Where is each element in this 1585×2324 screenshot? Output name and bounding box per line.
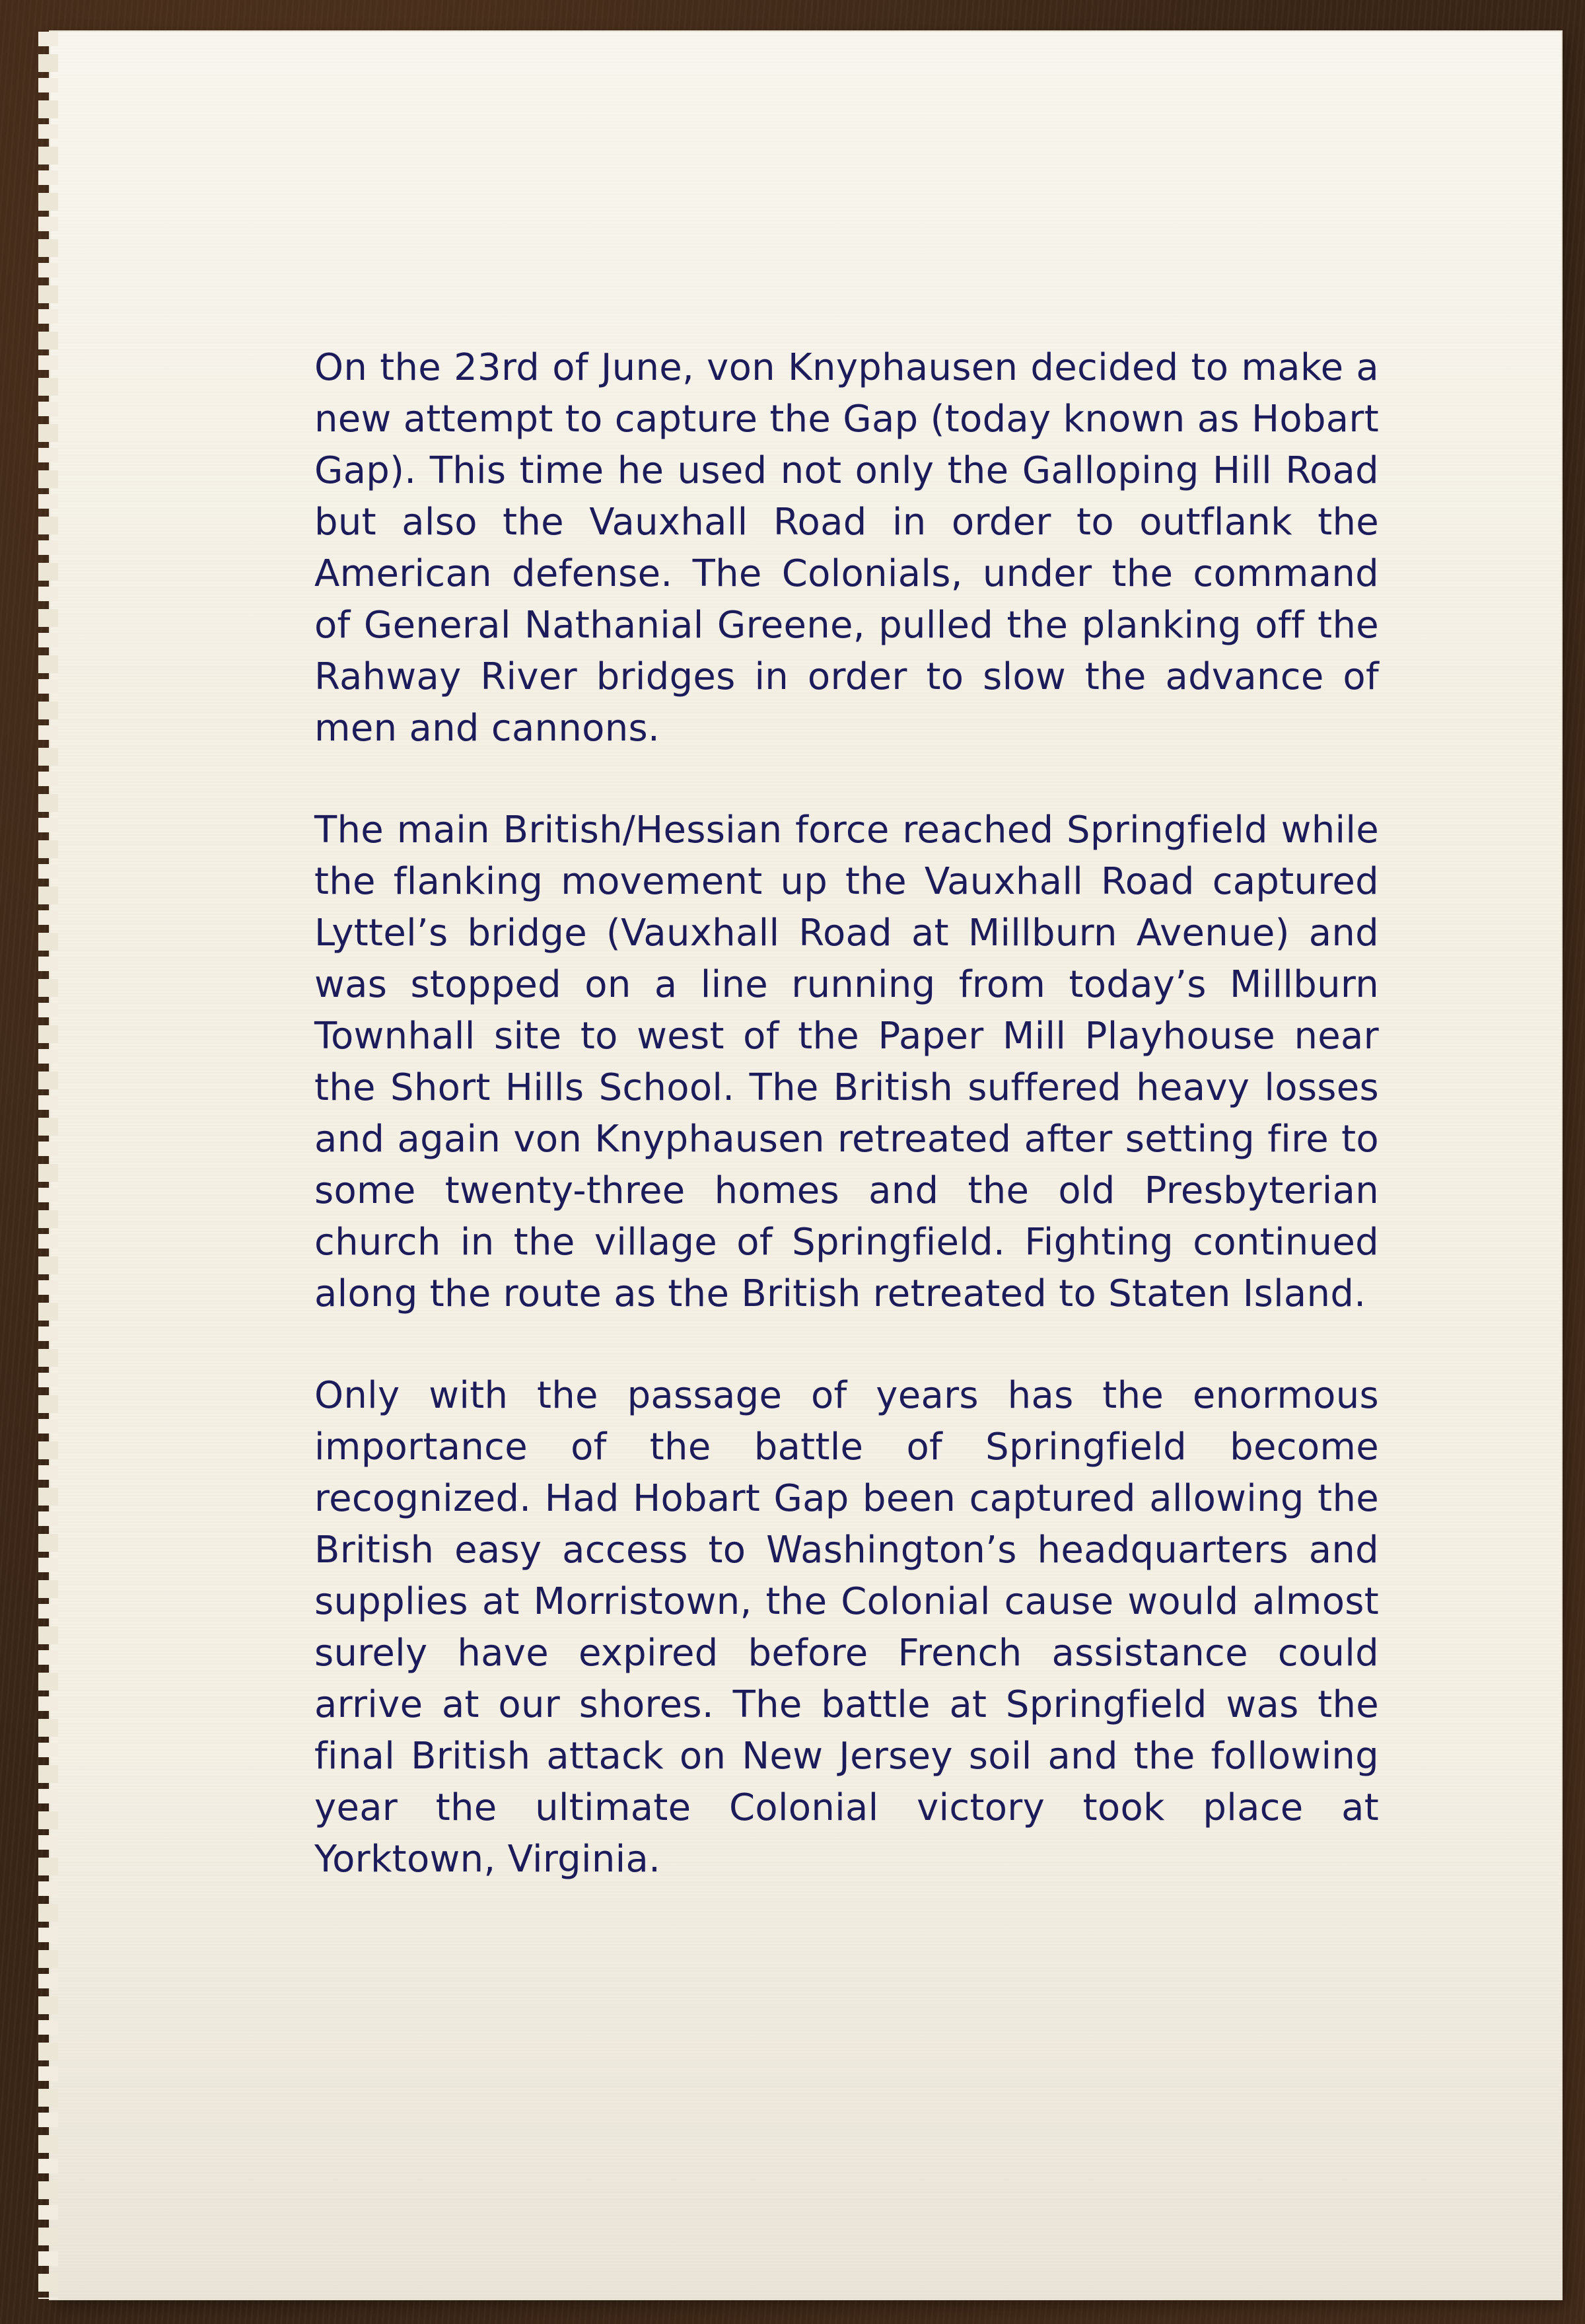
paper-sheet [50, 32, 1561, 2299]
text-block [314, 342, 1379, 1936]
deckled-edge [38, 32, 58, 2299]
paragraph-springfield-battle: The main British/Hessian force reached Springfield while the flanking movement up the Vauxhall Road captured Lyttel’s bridge (Vauxhall Road at Millburn Avenue) and was stopped on a line running from today’s Millburn Townhall site to west of the Paper Mill Playhouse near the Short Hills School. The British suffered heavy losses and again von Knyphausen retreated after setting fire to some twenty-three homes and the old Presbyterian church in the village of Springfield. Fighting continued along the route as the British retreated to Staten Island. [314, 809, 1379, 1315]
paragraph-importance: Only with the passage of years has the enormous importance of the battle of Springfield become recognized. Had Hobart Gap been captured allowing the British easy access to Washington’s headquarters and supplies at Morristown, the Colonial cause would almost surely have expired before French assistance could arrive at our shores. The battle at Springfield was the final British attack on New Jersey soil and the following year the ultimate Colonial victory took place at Yorktown, Virginia. [314, 1374, 1379, 1881]
paragraph-june-23-attack: On the 23rd of June, von Knyphausen decided to make a new attempt to capture the Gap (today known as Hobart Gap). This time he used not only the Galloping Hill Road but also the Vauxhall Road in order to outflank the American defense. The Colonials, under the command of General Nathanial Greene, pulled the planking off the Rahway River bridges in order to slow the advance of men and cannons. [314, 346, 1379, 750]
